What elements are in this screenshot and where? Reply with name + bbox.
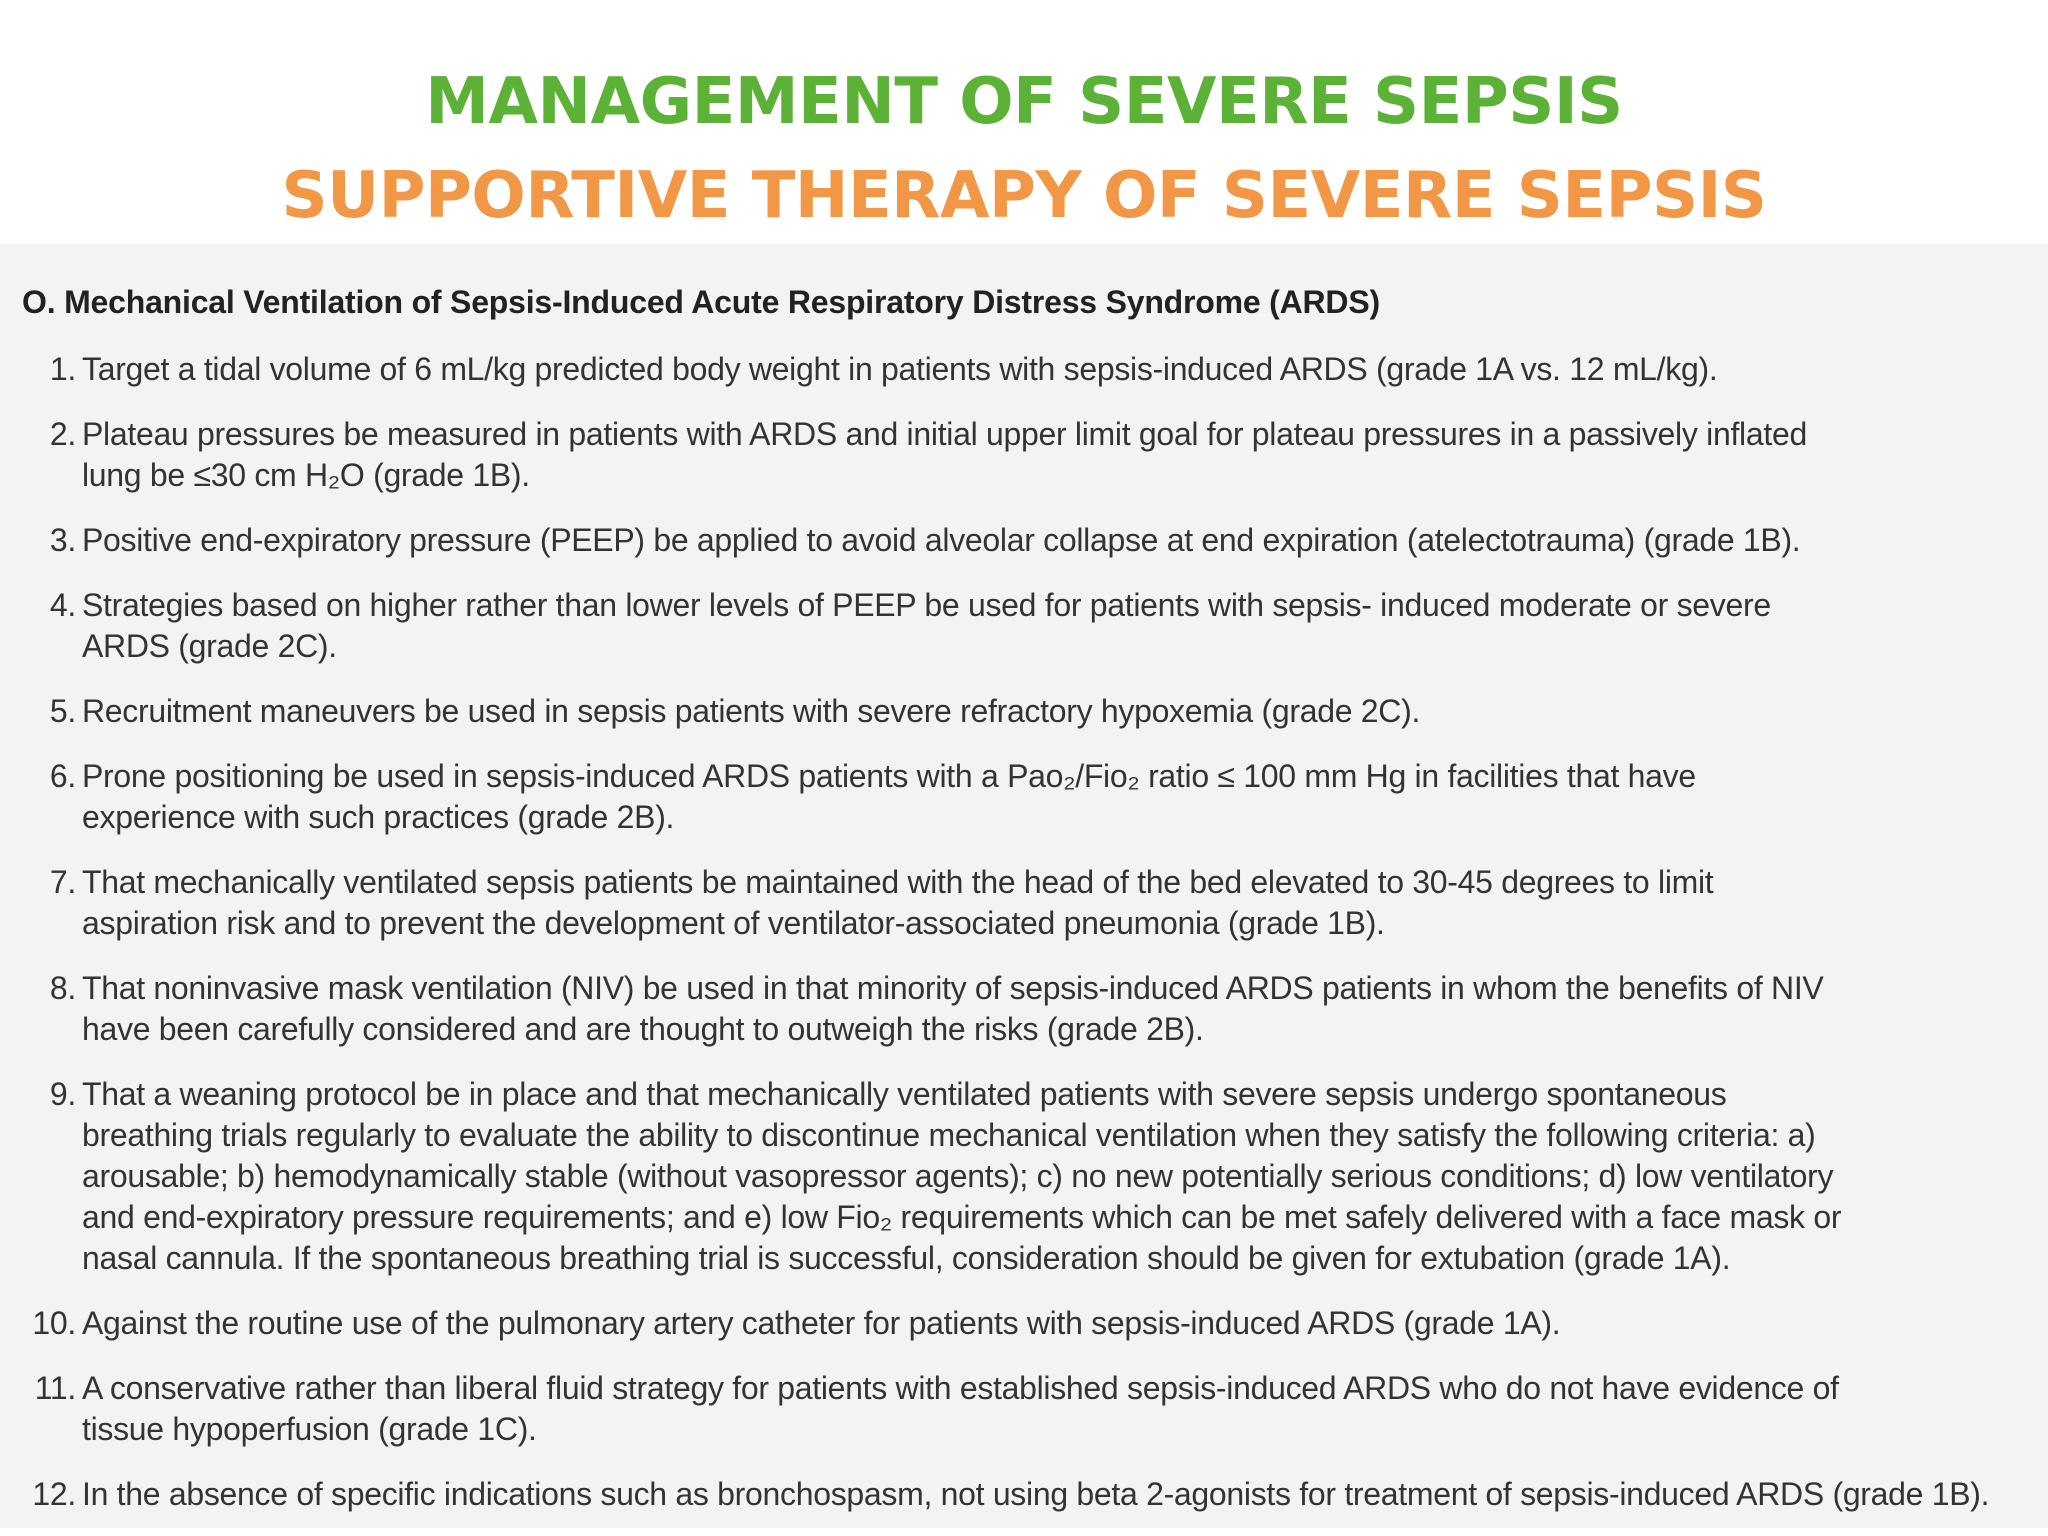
item-number: 8. [49, 970, 76, 1006]
section-heading: O. Mechanical Ventilation of Sepsis-Induced Acute Respiratory Distress Syndrome (ARDS) [22, 284, 1380, 320]
item-number: 12. [32, 1476, 76, 1512]
item-number: 6. [49, 758, 76, 794]
item-number: 10. [32, 1305, 76, 1341]
item-text: That mechanically ventilated sepsis patients be maintained with the head of the bed elevated to 30-45 degrees to limit aspiration risk and to prevent the development of ventilator-associated pneumonia (grade 1B). [82, 864, 1714, 941]
item-text: Plateau pressures be measured in patients with ARDS and initial upper limit goal for plateau pressures in a passively inflated lung be ≤30 cm H₂O (grade 1B). [82, 416, 1807, 493]
item-text: Prone positioning be used in sepsis-induced ARDS patients with a Pao₂/Fio₂ ratio ≤ 100 mm Hg in facilities that have experience with such practices (grade 2B). [82, 758, 1696, 835]
item-number: 1. [49, 351, 76, 387]
item-text: Strategies based on higher rather than lower levels of PEEP be used for patients with sepsis- induced moderate or severe ARDS (grade 2C). [82, 587, 1771, 664]
item-text: In the absence of specific indications such as bronchospasm, not using beta 2-agonists for treatment of sepsis-induced ARDS (grade 1B). [82, 1476, 1990, 1512]
item-number: 5. [49, 693, 76, 729]
item-number: 2. [49, 416, 76, 452]
item-text: That a weaning protocol be in place and that mechanically ventilated patients with severe sepsis undergo spontaneous breathing trials regularly to evaluate the ability to discontinue mechanical ventilation when they satisfy the following criteria: a) arousable; b) hemodynamically stable (without vasopressor agents); c) no new potentially serious conditions; d) low ventilatory and end-expiratory pressure requirements; and e) low Fio₂ requirements which can be met safely delivered with a face mask or nasal cannula. If the spontaneous breathing trial is successful, consideration should be given for extubation (grade 1A). [82, 1076, 1842, 1276]
item-text: A conservative rather than liberal fluid strategy for patients with established sepsis-induced ARDS who do not have evidence of tissue hypoperfusion (grade 1C). [82, 1370, 1839, 1447]
item-text: Target a tidal volume of 6 mL/kg predicted body weight in patients with sepsis-induced ARDS (grade 1A vs. 12 mL/kg). [82, 351, 1718, 387]
slide-title: MANAGEMENT OF SEVERE SEPSIS [425, 65, 1623, 139]
item-text: That noninvasive mask ventilation (NIV) be used in that minority of sepsis-induced ARDS patients in whom the benefits of NIV have been carefully considered and are thought to outweigh the risks (grade 2B). [82, 970, 1824, 1047]
slide-subtitle: SUPPORTIVE THERAPY OF SEVERE SEPSIS [281, 159, 1767, 233]
document-panel [0, 244, 2048, 1528]
item-text: Recruitment maneuvers be used in sepsis patients with severe refractory hypoxemia (grade 2C). [82, 693, 1421, 729]
item-text: Positive end-expiratory pressure (PEEP) be applied to avoid alveolar collapse at end expiration (atelectotrauma) (grade 1B). [82, 522, 1801, 558]
slide-header [0, 0, 2048, 244]
item-number: 9. [49, 1076, 76, 1112]
item-number: 3. [49, 522, 76, 558]
item-number: 4. [49, 587, 76, 623]
item-number: 7. [49, 864, 76, 900]
item-number: 11. [34, 1370, 76, 1406]
item-text: Against the routine use of the pulmonary artery catheter for patients with sepsis-induced ARDS (grade 1A). [82, 1305, 1561, 1341]
